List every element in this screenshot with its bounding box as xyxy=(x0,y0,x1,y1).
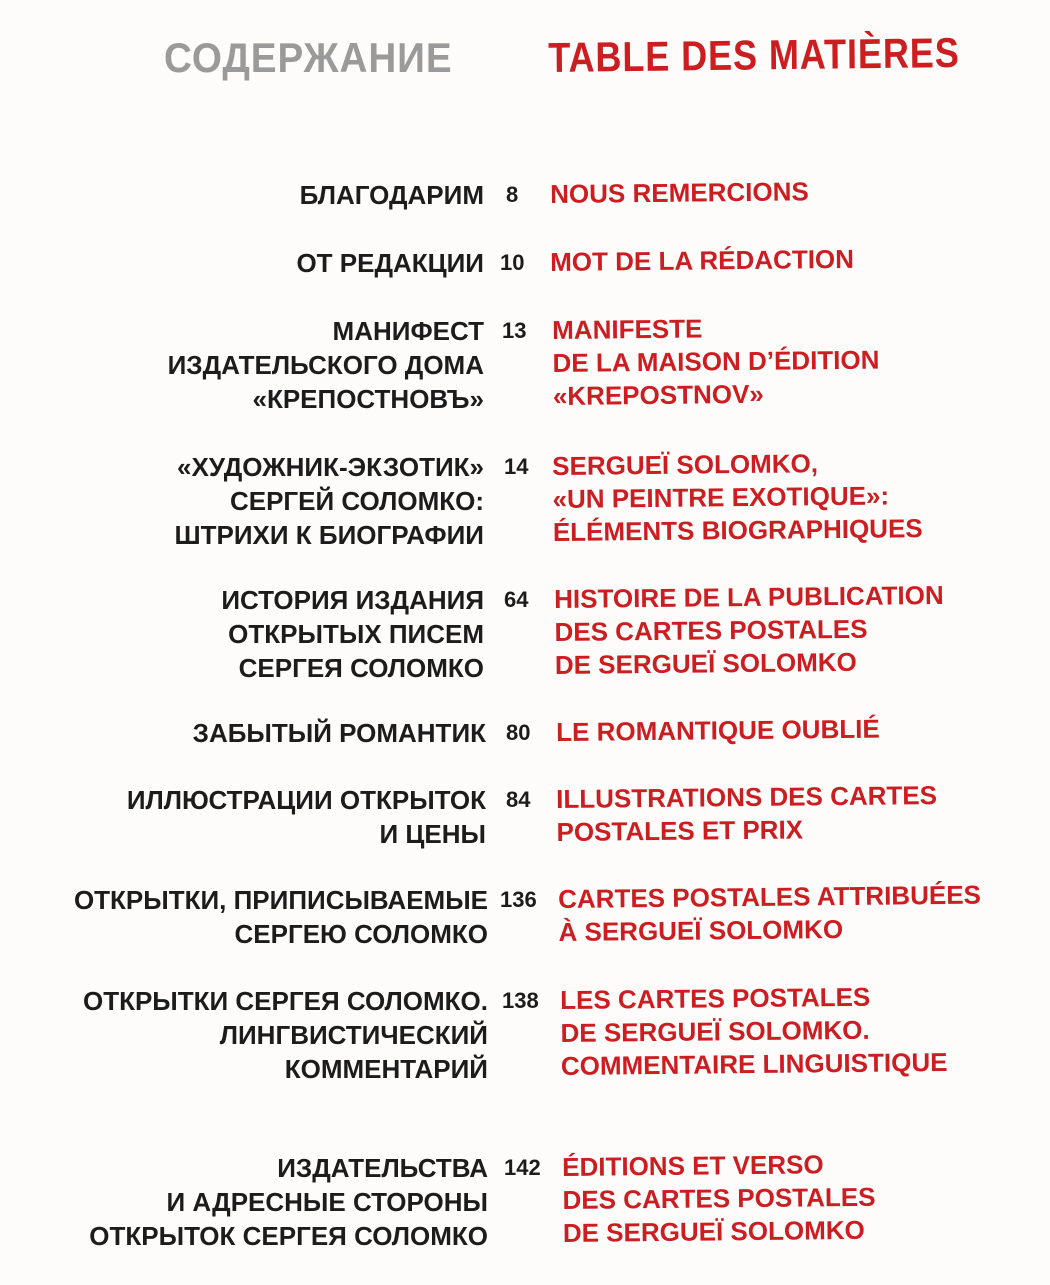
toc-fr-title: HISTOIRE DE LA PUBLICATION DES CARTES POSTALES DE SERGUEÏ SOLOMKO xyxy=(554,579,944,680)
toc-page-number: 138 xyxy=(502,988,539,1013)
toc-page-number: 13 xyxy=(502,318,527,343)
heading-french: TABLE DES MATIÈRES xyxy=(548,28,960,81)
toc-ru-title: ОТКРЫТКИ СЕРГЕЯ СОЛОМКО. ЛИНГВИСТИЧЕСКИЙ КОММЕНТАРИЙ xyxy=(82,986,488,1084)
toc-fr-title: ÉDITIONS ET VERSO DES CARTES POSTALES DE SERGUEÏ SOLOMKO xyxy=(562,1149,876,1248)
toc-ru-title: ОТ РЕДАКЦИИ xyxy=(296,248,484,278)
toc-ru-title: ИЛЛЮСТРАЦИИ ОТКРЫТОК И ЦЕНЫ xyxy=(126,785,486,849)
toc-page-number: 136 xyxy=(500,887,537,912)
toc-page-number: 8 xyxy=(506,182,519,207)
toc-ru-title: ОТКРЫТКИ, ПРИПИСЫВАЕМЫЕ СЕРГЕЮ СОЛОМКО xyxy=(73,885,488,949)
toc-ru-title: ИСТОРИЯ ИЗДАНИЯ ОТКРЫТЫХ ПИСЕМ СЕРГЕЯ СОЛОМКО xyxy=(221,585,484,683)
toc-page-number: 80 xyxy=(506,720,531,745)
toc-page-number: 14 xyxy=(504,454,529,479)
toc-fr-title: MOT DE LA RÉDACTION xyxy=(550,243,855,277)
toc-ru-title: «ХУДОЖНИК-ЭКЗОТИК» СЕРГЕЙ СОЛОМКО: ШТРИХИ К БИОГРАФИИ xyxy=(174,452,484,550)
toc-page-number: 64 xyxy=(504,587,529,612)
toc-ru-title: БЛАГОДАРИМ xyxy=(299,180,484,210)
toc-ru-title: ЗАБЫТЫЙ РОМАНТИК xyxy=(192,718,486,748)
toc-fr-title: NOUS REMERCIONS xyxy=(550,176,809,209)
toc-ru-title: ИЗДАТЕЛЬСТВА И АДРЕСНЫЕ СТОРОНЫ ОТКРЫТОК СЕРГЕЯ СОЛОМКО xyxy=(89,1153,488,1251)
toc-fr-title: MANIFESTE DE LA MAISON D’ÉDITION «KREPOSTNOV» xyxy=(552,313,880,411)
toc-ru-title: МАНИФЕСТ ИЗДАТЕЛЬСКОГО ДОМА «КРЕПОСТНОВЪ» xyxy=(167,316,484,414)
toc-fr-title: SERGUEÏ SOLOMKO, «UN PEINTRE EXOTIQUE»: ÉLÉMENTS BIOGRAPHIQUES xyxy=(552,448,923,547)
toc-fr-title: ILLUSTRATIONS DES CARTES POSTALES ET PRIX xyxy=(556,780,938,847)
toc-page-number: 10 xyxy=(500,250,525,275)
heading-russian: СОДЕРЖАНИЕ xyxy=(164,34,453,81)
toc-fr-title: CARTES POSTALES ATTRIBUÉES À SERGUEÏ SOLOMKO xyxy=(558,879,982,947)
toc-page-number: 84 xyxy=(506,787,531,812)
toc-fr-title: LES CARTES POSTALES DE SERGUEÏ SOLOMKO. COMMENTAIRE LINGUISTIQUE xyxy=(560,981,948,1081)
toc-page-number: 142 xyxy=(504,1155,541,1180)
toc-fr-title: LE ROMANTIQUE OUBLIÉ xyxy=(556,713,880,747)
